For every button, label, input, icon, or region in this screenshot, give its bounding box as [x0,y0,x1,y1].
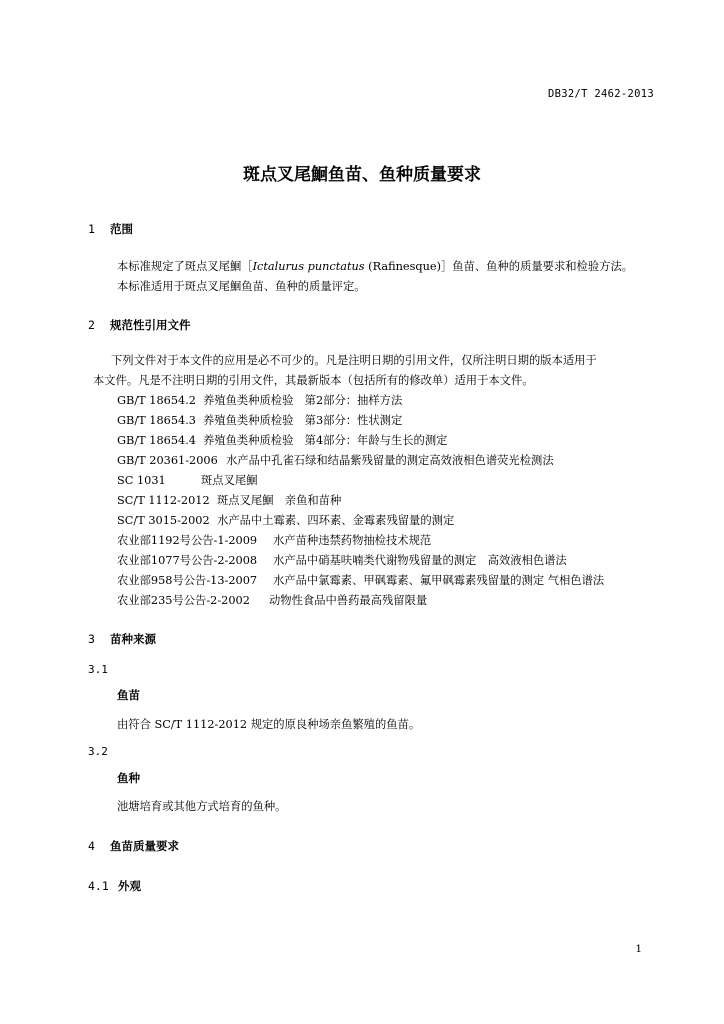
scope-paragraph-1 [117,258,633,274]
reference-code: 农业部1077号公告-2-2008 [117,554,258,567]
reference-code: GB/T 18654.2 [117,394,196,407]
reference-item [117,552,567,568]
reference-item [117,412,402,428]
term-fingerling-definition: 池塘培育或其他方式培育的鱼种。 [117,800,287,813]
reference-title: 水产苗种违禁药物抽检技术规范 [273,534,432,547]
section-number: 2 [88,318,95,332]
subsection-number: 4.1 [88,879,109,893]
scope-text-b: (Rafinesque)］鱼苗、鱼种的质量要求和检验方法。 [364,260,634,273]
section-number: 3 [88,632,95,646]
reference-item [117,492,341,508]
page-number: 1 [635,943,642,955]
reference-code: 农业部235号公告-2-2002 [117,594,250,607]
term-fry-definition: 由符合 SC/T 1112-2012 规定的原良种场亲鱼繁殖的鱼苗。 [117,718,421,731]
section-number: 4 [88,839,95,853]
subsection-title: 外观 [118,879,141,893]
reference-title: 养殖鱼类种质检验 第3部分：性状测定 [203,414,403,427]
section-number: 1 [88,222,95,236]
reference-code: SC 1031 [117,474,166,487]
subsection-4-1-heading [88,878,141,894]
document-title: 斑点叉尾鮰鱼苗、鱼种质量要求 [243,165,481,185]
section-1-heading [88,221,133,237]
reference-title: 养殖鱼类种质检验 第2部分：抽样方法 [203,394,403,407]
reference-item [117,472,258,488]
scope-text-a: 本标准规定了斑点叉尾鮰［ [117,260,253,273]
reference-item [117,532,431,548]
section-title: 范围 [110,222,133,236]
references-intro-line-1: 下列文件对于本文件的应用是必不可少的。凡是注明日期的引用文件，仅所注明日期的版本适用于 [111,354,597,367]
reference-item [117,572,604,588]
reference-title: 养殖鱼类种质检验 第4部分：年龄与生长的测定 [203,434,448,447]
reference-title: 斑点叉尾鮰 [201,474,258,487]
reference-code: GB/T 18654.4 [117,434,196,447]
scope-paragraph-2: 本标准适用于斑点叉尾鮰鱼苗、鱼种的质量评定。 [117,280,366,293]
reference-code: 农业部958号公告-13-2007 [117,574,258,587]
reference-code: GB/T 20361-2006 [117,454,218,467]
reference-title: 水产品中氯霉素、甲砜霉素、氟甲砜霉素残留量的测定 气相色谱法 [273,574,605,587]
reference-code: SC/T 3015-2002 [117,514,210,527]
reference-item [117,592,427,608]
section-4-heading [88,838,179,854]
reference-title: 水产品中土霉素、四环素、金霉素残留量的测定 [217,514,455,527]
reference-title: 动物性食品中兽药最高残留限量 [269,594,428,607]
document-code: DB32/T 2462-2013 [548,88,654,100]
subsection-3-1-number: 3.1 [88,663,108,676]
section-title: 鱼苗质量要求 [110,839,179,853]
reference-item [117,452,554,468]
term-fry: 鱼苗 [117,688,140,702]
term-fingerling: 鱼种 [117,771,140,785]
section-3-heading [88,631,156,647]
subsection-3-2-number: 3.2 [88,745,108,758]
reference-title: 水产品中硝基呋喃类代谢物残留量的测定 高效液相色谱法 [273,554,567,567]
reference-item [117,432,447,448]
reference-code: GB/T 18654.3 [117,414,196,427]
section-title: 规范性引用文件 [110,318,191,332]
reference-code: SC/T 1112-2012 [117,494,210,507]
section-title: 苗种来源 [110,632,156,646]
species-latin-name: Ictalurus punctatus [252,260,365,273]
reference-item [117,392,402,408]
section-2-heading [88,317,191,333]
reference-item [117,512,454,528]
reference-title: 水产品中孔雀石绿和结晶紫残留量的测定高效液相色谱荧光检测法 [226,454,554,467]
reference-title: 斑点叉尾鮰 亲鱼和苗种 [217,494,342,507]
references-intro-line-2: 本文件。凡是不注明日期的引用文件，其最新版本（包括所有的修改单）适用于本文件。 [93,374,534,387]
reference-code: 农业部1192号公告-1-2009 [117,534,258,547]
